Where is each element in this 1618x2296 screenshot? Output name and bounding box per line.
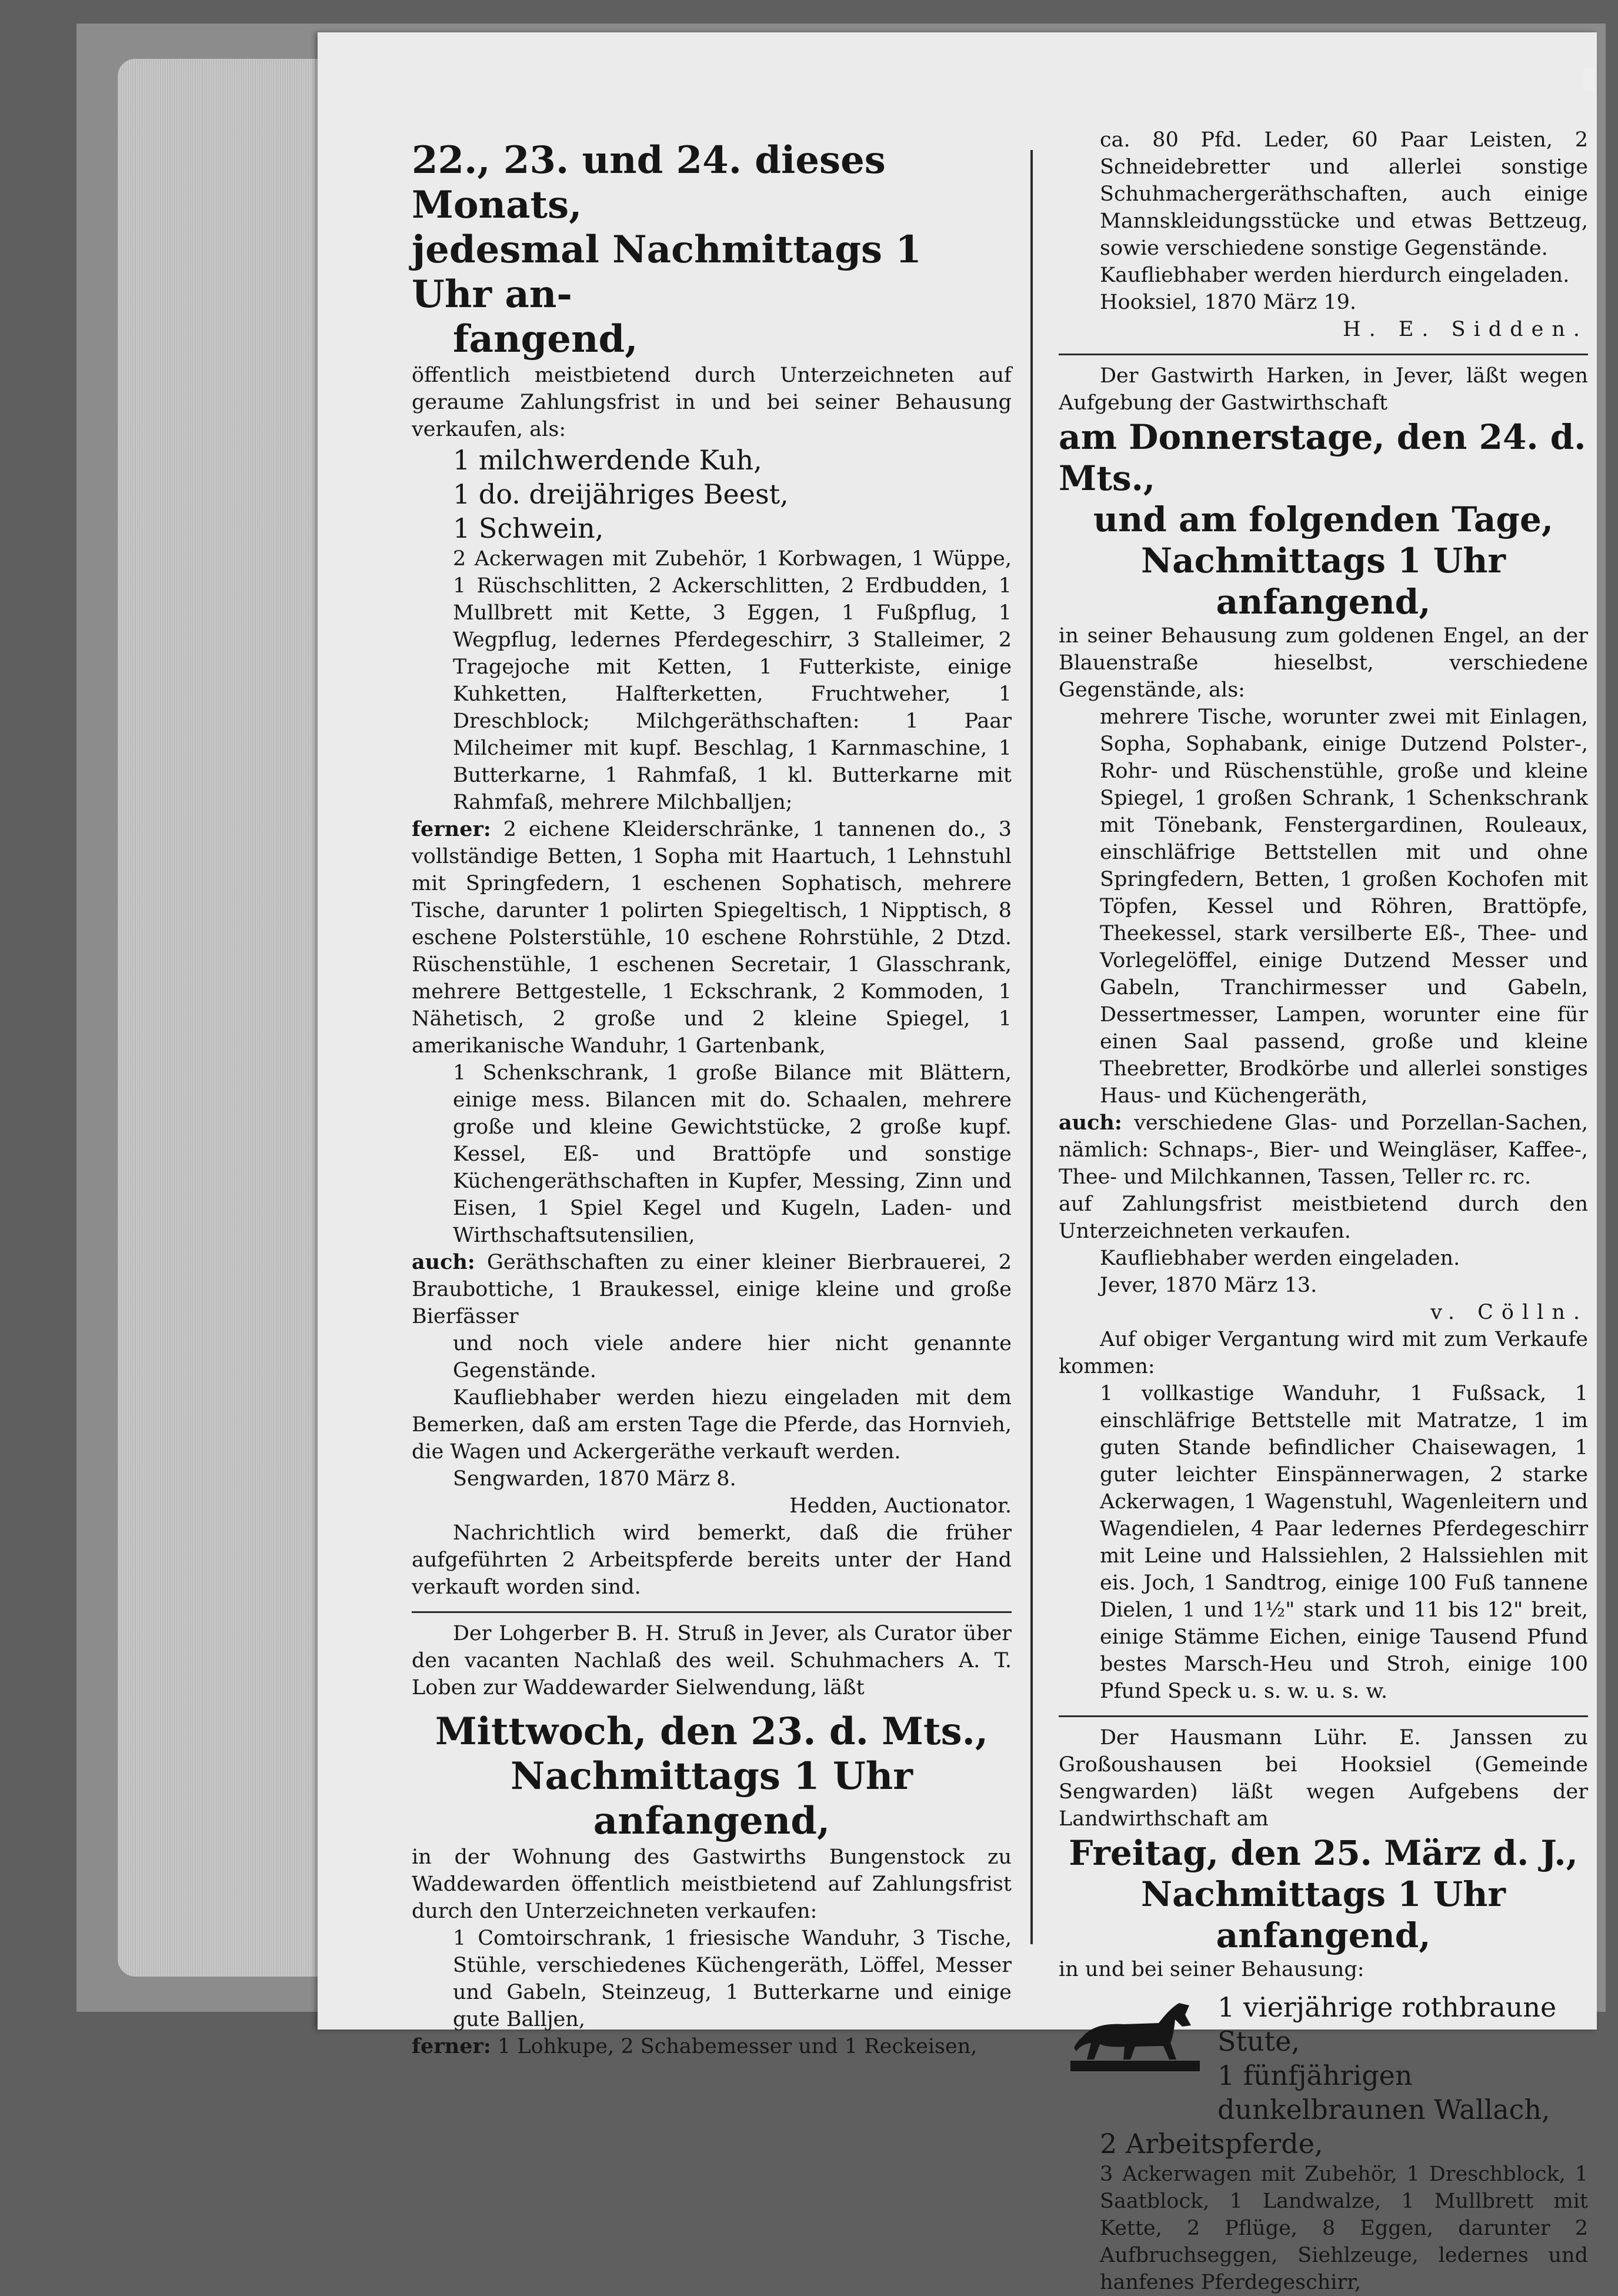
ad-intro: Der Gastwirth Harken, in Jever, läßt wegen Aufgebung der Gastwirthschaft [1059, 364, 1588, 415]
item-list: 2 eichene Kleiderschränke, 1 tannenen do., 3 vollständige Betten, 1 Sopha mit Haartuch, 1 Lehnstuhl mit Springfedern, 1 eschenen Sophatisch, mehrere Tische, darunter 1 polirten Spiegeltisch, 1 Nipptisch, 8 eschene Polsterstühle, 10 eschene Rohrstühle, 2 Dtzd. Rüschenstühle, 1 eschenen Secretair, 1 Glasschrank, mehrere Bettgestelle, 1 Eckschrank, 2 Kommoden, 1 Nähetisch, 2 große und 2 kleine Spiegel, 1 amerikanische Wanduhr, 1 Gartenbank, [412, 818, 1012, 1058]
ad-heading-line: Nachmittags 1 Uhr anfangend, [510, 1754, 913, 1843]
ferner-label: ferner: [412, 2034, 491, 2058]
ad-divider [412, 1611, 1012, 1613]
ad-signature: v. Cölln. [1430, 1301, 1588, 1324]
item-list: 1 vollkastige Wanduhr, 1 Fußsack, 1 einschläfrige Bettstelle mit Matratze, 1 im guten Stande befindlicher Chaisewagen, 1 guter leichter Einspännerwagen, 2 starke Ackerwagen, 1 Wagenstuhl, Wagenleitern und Wagendielen, 4 Paar ledernes Pferdegeschirr mit Leine und Halssiehlen, 2 Halssiehlen mit eis. Joch, 1 Sandtrog, einige 100 Fuß tannene Dielen, 1 und 1½" stark und 11 bis 12" breit, einige Stämme Eichen, einige Tausend Pfund bestes Marsch-Heu und Stroh, einige 100 Pfund Speck u. s. w. u. s. w. [1100, 1382, 1588, 1703]
ad-more: und noch viele andere hier nicht genannte Gegenstände. [453, 1332, 1012, 1382]
item-list: 1 Comtoirschrank, 1 friesische Wanduhr, 3 Tische, Stühle, verschiedenes Küchengeräth, Löffel, Messer und Gabeln, Steinzeug, 1 Butterkarne und einige gute Balljen, [453, 1927, 1012, 2031]
ad-heading-line: jedesmal Nachmittags 1 Uhr an- [412, 228, 922, 316]
featured-item: 1 fünfjährigen dunkelbraunen Wallach, [1217, 2060, 1550, 2125]
ad-addendum-intro: Auf obiger Vergantung wird mit zum Verkaufe kommen: [1059, 1328, 1588, 1378]
ad-heading-line: fangend, [453, 317, 638, 361]
ad-heading-line: Nachmittags 1 Uhr anfangend, [1141, 1874, 1506, 1955]
ad-place-date: Jever, 1870 März 13. [1100, 1274, 1317, 1297]
ad-location: in seiner Behausung zum goldenen Engel, an der Blauenstraße hieselbst, verschiedene Gegenstände, als: [1059, 624, 1588, 702]
ad-invite: Kaufliebhaber werden hierdurch eingeladen. [1100, 264, 1570, 287]
ad-place-date: Sengwarden, 1870 März 8. [453, 1467, 736, 1491]
featured-item: 1 Schwein, [453, 512, 604, 544]
newspaper-page [318, 32, 1597, 2294]
ad-heading-line: Nachmittags 1 Uhr anfangend, [1141, 541, 1506, 622]
ad-grossoushausen [1059, 1724, 1588, 2296]
item-list: 2 Ackerwagen mit Zubehör, 1 Korbwagen, 1 Wüppe, 1 Rüschschlitten, 2 Ackerschlitten, 2 Erdbudden, 1 Mullbrett mit Kette, 3 Eggen, 1 Fußpflug, 1 Wegpflug, ledernes Pferdegeschirr, 3 Stalleimer, 2 Tragejoche mit Ketten, 1 Futterkiste, einige Kuhketten, Halfterketten, Fruchtweher, 1 Dreschblock; Milchgeräthschaften: 1 Paar Milcheimer mit kupf. Beschlag, 1 Karnmaschine, 1 Butterkarne, 1 Rahmfaß, 1 kl. Butterkarne mit Rahmfaß, mehrere Milchballjen; [453, 547, 1012, 814]
item-list: 1 Schenkschrank, 1 große Bilance mit Blättern, einige mess. Bilancen mit do. Schaalen, mehrere große und kleine Gewichtstücke, 2 große kupf. Kessel, Eß- und Brattöpfe und sonstige Küchengeräthschaften in Kupfer, Messing, Zinn und Eisen, 1 Spiel Kegel und Kugeln, Laden- und Wirthschaftsutensilien, [453, 1061, 1012, 1247]
ad-hooksiel-cont [1059, 126, 1588, 343]
featured-item: 1 vierjährige rothbraune Stute, [1217, 1991, 1557, 2057]
ad-jever [1059, 362, 1588, 1705]
ad-intro: Der Hausmann Lühr. E. Janssen zu Großoushausen bei Hooksiel (Gemeinde Sengwarden) läßt wegen Aufgebens der Landwirthschaft am [1059, 1726, 1588, 1831]
ad-invite: Kaufliebhaber werden eingeladen. [1100, 1247, 1460, 1270]
horse-row [1059, 1990, 1588, 2127]
ad-invite: Kaufliebhaber werden hiezu eingeladen mit dem Bemerken, daß am ersten Tage die Pferde, das Hornvieh, die Wagen und Ackergeräthe verkauft werden. [412, 1386, 1012, 1464]
item-list: 1 Lohkupe, 2 Schabemesser und 1 Reckeisen, [497, 2035, 978, 2058]
corner-mark [1583, 68, 1594, 91]
ad-sengwarden [412, 138, 1012, 1601]
item-list: 3 Ackerwagen mit Zubehör, 1 Dreschblock, 1 Saatblock, 1 Landwalze, 1 Mullbrett mit Kette, 2 Pflüge, 8 Eggen, darunter 2 Aufbruchseggen, Siehlzeuge, ledernes und hanfenes Pferdegeschirr, [1100, 2162, 1588, 2294]
ad-note: Nachrichtlich wird bemerkt, daß die früher aufgeführten 2 Arbeitspferde bereits unter der Hand verkauft worden sind. [412, 1521, 1012, 1599]
ad-intro: Der Lohgerber B. H. Struß in Jever, als Curator über den vacanten Nachlaß des weil. Schuhmachers A. T. Loben zur Waddewarder Sielwendung, läßt [412, 1622, 1012, 1699]
featured-item: 1 milchwerdende Kuh, [453, 444, 762, 476]
ad-heading-line: und am folgenden Tage, [1093, 499, 1554, 539]
ad-heading-line: Mittwoch, den 23. d. Mts., [435, 1709, 989, 1754]
featured-item: 2 Arbeitspferde, [1100, 2128, 1323, 2160]
right-column [1059, 126, 1588, 2296]
ad-divider [1059, 1715, 1588, 1717]
ad-heading-line: am Donnerstage, den 24. d. Mts., [1059, 417, 1586, 498]
left-column [412, 138, 1012, 2060]
auch-label: auch: [412, 1250, 475, 1274]
item-list: verschiedene Glas- und Porzellan-Sachen, nämlich: Schnaps-, Bier- und Weingläser, Kaffee-, Thee- und Milchkannen, Tassen, Teller rc. rc. [1059, 1111, 1588, 1189]
ad-place-date: Hooksiel, 1870 März 19. [1100, 291, 1357, 314]
ad-divider [1059, 354, 1588, 355]
ad-signature: H. E. Sidden. [1343, 318, 1588, 341]
item-list: Geräthschaften zu einer kleiner Bierbrauerei, 2 Braubottiche, 1 Braukessel, einige kleine und große Bierfässer [412, 1251, 1012, 1328]
item-list: mehrere Tische, worunter zwei mit Einlagen, Sopha, Sophabank, einige Dutzend Polster-, Rohr- und Rüschenstühle, große und kleine Spiegel, 1 großen Schrank, 1 Schenkschrank mit Tönebank, Fenstergardinen, Rouleaux, einschläfrige Bettstellen mit und ohne Springfedern, Betten, 1 großen Kochofen mit Töpfen, Kessel und Röhren, Brattöpfe, Theekessel, stark versilberte Eß-, Thee- und Vorlegelöffel, einige Dutzend Messer und Gabeln, Tranchirmesser und Gabeln, Dessertmesser, Lampen, worunter eine für einen Saal passend, große und kleine Theebretter, Brodkörbe und allerlei sonstiges Haus- und Küchengeräth, [1100, 705, 1588, 1108]
ad-intro: öffentlich meistbietend durch Unterzeichneten auf geraume Zahlungsfrist in und bei seiner Behausung verkaufen, als: [412, 364, 1012, 441]
auch-label: auch: [1059, 1111, 1122, 1135]
ad-heading-line: 22., 23. und 24. dieses Monats, [412, 138, 886, 227]
column-rule [1030, 150, 1033, 1944]
ad-location: in der Wohnung des Gastwirths Bungenstock zu Waddewarden öffentlich meistbietend auf Zahlungsfrist durch den Unterzeichneten verkaufen: [412, 1845, 1012, 1923]
ad-heading-line: Freitag, den 25. März d. J., [1069, 1833, 1578, 1873]
horse-icon [1059, 1990, 1212, 2078]
ad-signature: Hedden, Auctionator. [789, 1494, 1012, 1518]
ad-terms: auf Zahlungsfrist meistbietend durch den Unterzeichneten verkaufen. [1059, 1192, 1588, 1243]
ad-waddewarden [412, 1620, 1012, 2060]
item-list: ca. 80 Pfd. Leder, 60 Paar Leisten, 2 Schneidebretter und allerlei sonstige Schuhmachergeräthschaften, auch einige Mannskleidungsstücke und etwas Bettzeug, sowie verschiedene sonstige Gegenstände. [1100, 128, 1588, 260]
page-edges [118, 59, 329, 1977]
featured-item: 1 do. dreijähriges Beest, [453, 478, 789, 510]
ad-location: in und bei seiner Behausung: [1059, 1958, 1365, 1981]
ferner-label: ferner: [412, 817, 491, 841]
